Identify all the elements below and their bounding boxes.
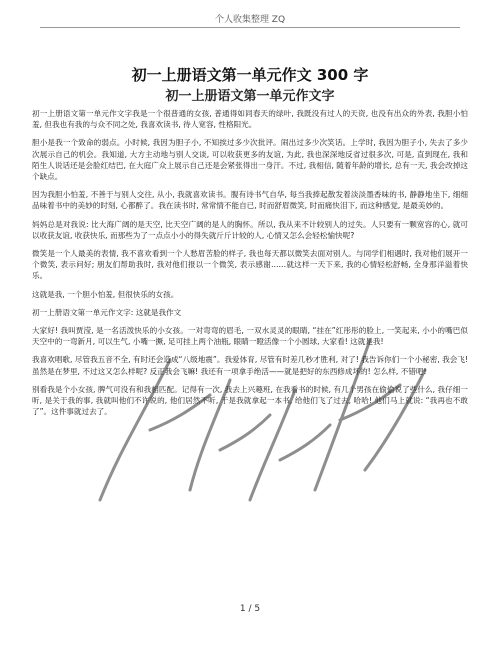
paragraph-5: 微笑是一个人最美的表情, 我不喜欢看到一个人愁眉苦脸的样子, 我也每天都以微笑去面对别人。与同学们相遇时, 我对他们展开一个微笑, 表示问好; 朋友们帮助我时, 我对他们报以一个微笑, 表示感谢……就这样一天下来, 我的心情轻松舒畅, 全身那洋溢着快乐。: [32, 249, 468, 281]
paragraph-3: 因为我胆小怕羞, 不善于与别人交往, 从小, 我就喜欢读书。腹有诗书气自华, 每当我捧起散发着淡淡墨香味的书, 静静地坐下, 细细品味着书中的美妙的时刻, 心都醉了。我在读书时, 常常情不能自已, 时而舒眉微笑, 时而痛快泪下, 而这种感觉, 是最美妙的。: [32, 190, 468, 211]
paragraph-6: 这就是我, 一个胆小怕羞, 但很快乐的女孩。: [32, 289, 179, 299]
page-number: 1 / 5: [239, 604, 261, 614]
paragraph-9: 我喜欢唱歌, 尽管我五音不全, 有时还会造成“八级地震”。我爱体育, 尽管有时差几秒才胜利, 对了! 我告诉你们一个小秘密, 我会飞! 虽然是在梦里, 不过这又怎么样呢? 反正我会飞嘛! 我还有一项拿手绝活——就是把好的东西修成坏的! 怎么样, 不错吧!: [32, 355, 468, 376]
paragraph-7: 初一上册语文第一单元作文字: 这就是我作文: [32, 307, 182, 317]
header-divider: [40, 27, 460, 28]
document-body: [32, 108, 468, 424]
document-subtitle: 初一上册语文第一单元作文字: [165, 89, 335, 104]
paragraph-10: 别看我是个小女孩, 脾气可没有和我相匹配。记得有一次, 我去上兴趣班, 在我看书的时候, 有几个男孩在偷偷说了些什么, 我仔细一听, 是关于我的事, 我就叫他们不许说的, 他们居然不听, 于是我就拿起一本书, 给他们飞了过去, 哈哈! 他们马上就说: “我再也不敢了”。这件事就过去了。: [32, 384, 468, 417]
page-header: 个人收集整理 ZQ: [214, 15, 286, 25]
paragraph-1: 初一上册语文第一单元作文字我是一个很普通的女孩, 普通得如同春天的绿叶, 我既没有过人的天资, 也没有出众的外表, 我胆小怕羞, 但我也有我的与众不同之处, 我喜欢读书, 待人宽容, 性格阳光。: [32, 109, 468, 130]
paragraph-2: 胆小是我一个致命的弱点。小时候, 我因为胆子小, 不知挨过多少次批评。闹出过多少次笑话。上学时, 我因为胆子小, 失去了多少次展示自己的机会。我知道, 大方主动地与别人交谈, 可以收获更多的友谊, 为此, 我也深深地反省过很多次, 可是, 直到现在, 我和陌生人说话还是会脸红结巴, 在大庭广众上展示自己还是会紧张得出一身汗。不过, 我相信, 随着年龄的增长, 总有一天, 我会改掉这个缺点。: [32, 138, 468, 182]
document-title: 初一上册语文第一单元作文 300 字: [131, 66, 369, 84]
paragraph-8: 大家好! 我叫贾滢, 是一名活泼快乐的小女孩。一对弯弯的眉毛, 一双水灵灵的眼睛, “挂在”红彤彤的脸上, 一笑起来, 小小的嘴巴似天空中的一弯新月, 可以生气, 小嘴一撅, 足可挂上两个油瓶, 眼睛一瞪活像一个小圆球, 大家看! 这就是我!: [32, 326, 468, 347]
paragraph-4: 妈妈总是对我说: 比大海广阔的是天空, 比天空广阔的是人的胸怀。所以, 我从来不计较别人的过失。人只要有一颗宽容的心, 就可以收获友谊, 收获快乐, 而那些为了一点点小小的得失就斤斤计较的人, 心情又怎么会轻松愉快呢?: [32, 219, 468, 240]
